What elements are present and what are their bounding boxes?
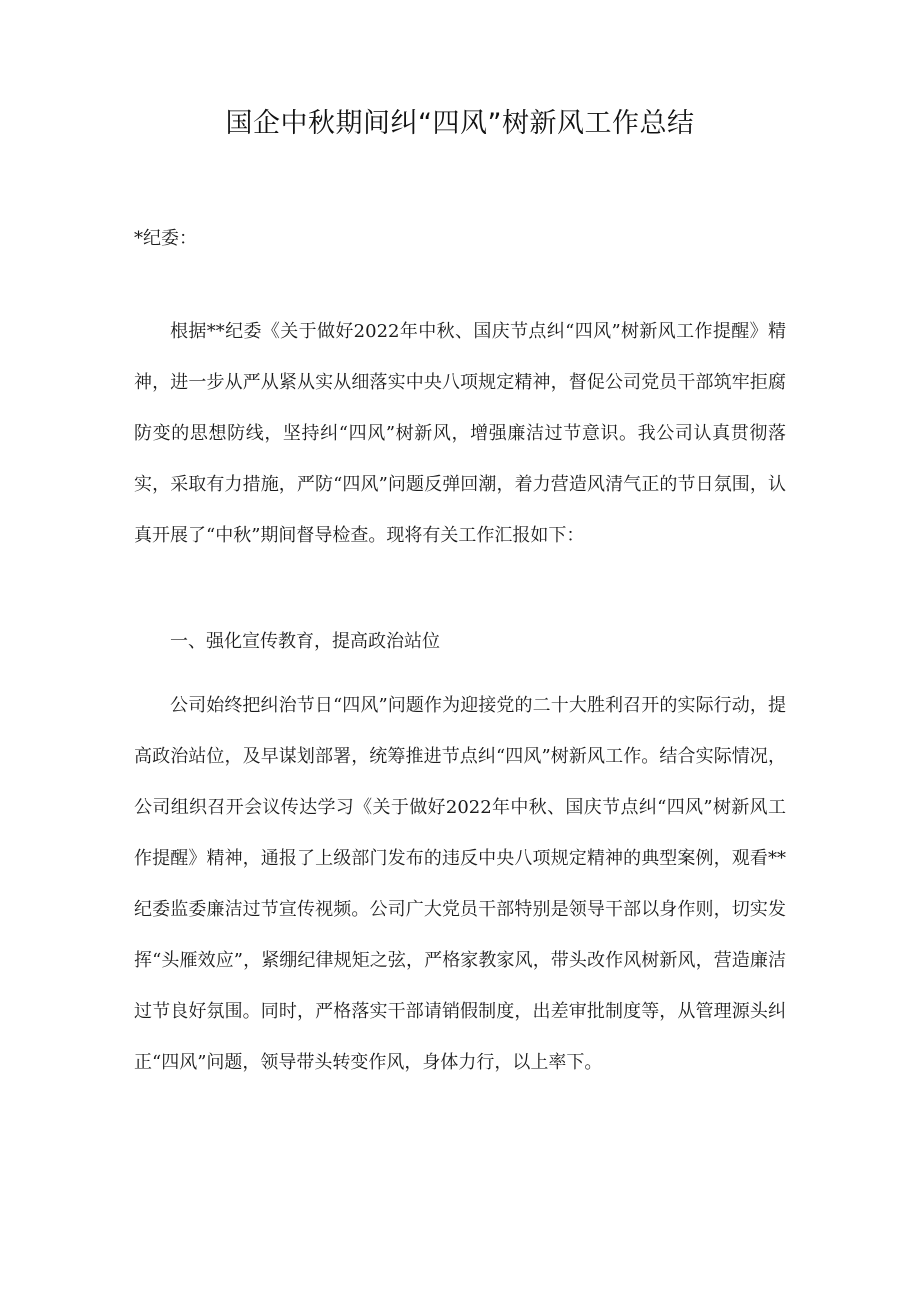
paragraph-body: 公司始终把纠治节日“四风”问题作为迎接党的二十大胜利召开的实际行动，提高政治站位，及早谋划部署，统筹推进节点纠“四风”树新风工作。结合实际情况，公司组织召开会议传达学习《关于做好2022年中秋、国庆节点纠“四风”树新风工作提醒》精神，通报了上级部门发布的违反中央八项规定精神的典型案例，观看**纪委监委廉洁过节宣传视频。公司广大党员干部特别是领导干部以身作则，切实发挥“头雁效应”，紧绷纪律规矩之弦，严格家教家风，带头改作风树新风，营造廉洁过节良好氛围。同时，严格落实干部请销假制度，出差审批制度等，从管理源头纠正“四风”问题，领导带头转变作风，身体力行，以上率下。 (134, 695, 786, 1073)
salutation: *纪委： (134, 228, 197, 249)
paragraph-intro: 根据**纪委《关于做好2022年中秋、国庆节点纠“四风”树新风工作提醒》精神，进一步从严从紧从实从细落实中央八项规定精神，督促公司党员干部筑牢拒腐防变的思想防线，坚持纠“四风”树新风，增强廉洁过节意识。我公司认真贯彻落实，采取有力措施，严防“四风”问题反弹回潮，着力营造风清气正的节日氛围，认真开展了“中秋”期间督导检查。现将有关工作汇报如下： (134, 321, 786, 546)
section-heading: 一、强化宣传教育，提高政治站位 (170, 631, 440, 652)
document-title: 国企中秋期间纠“四风”树新风工作总结 (225, 108, 695, 139)
